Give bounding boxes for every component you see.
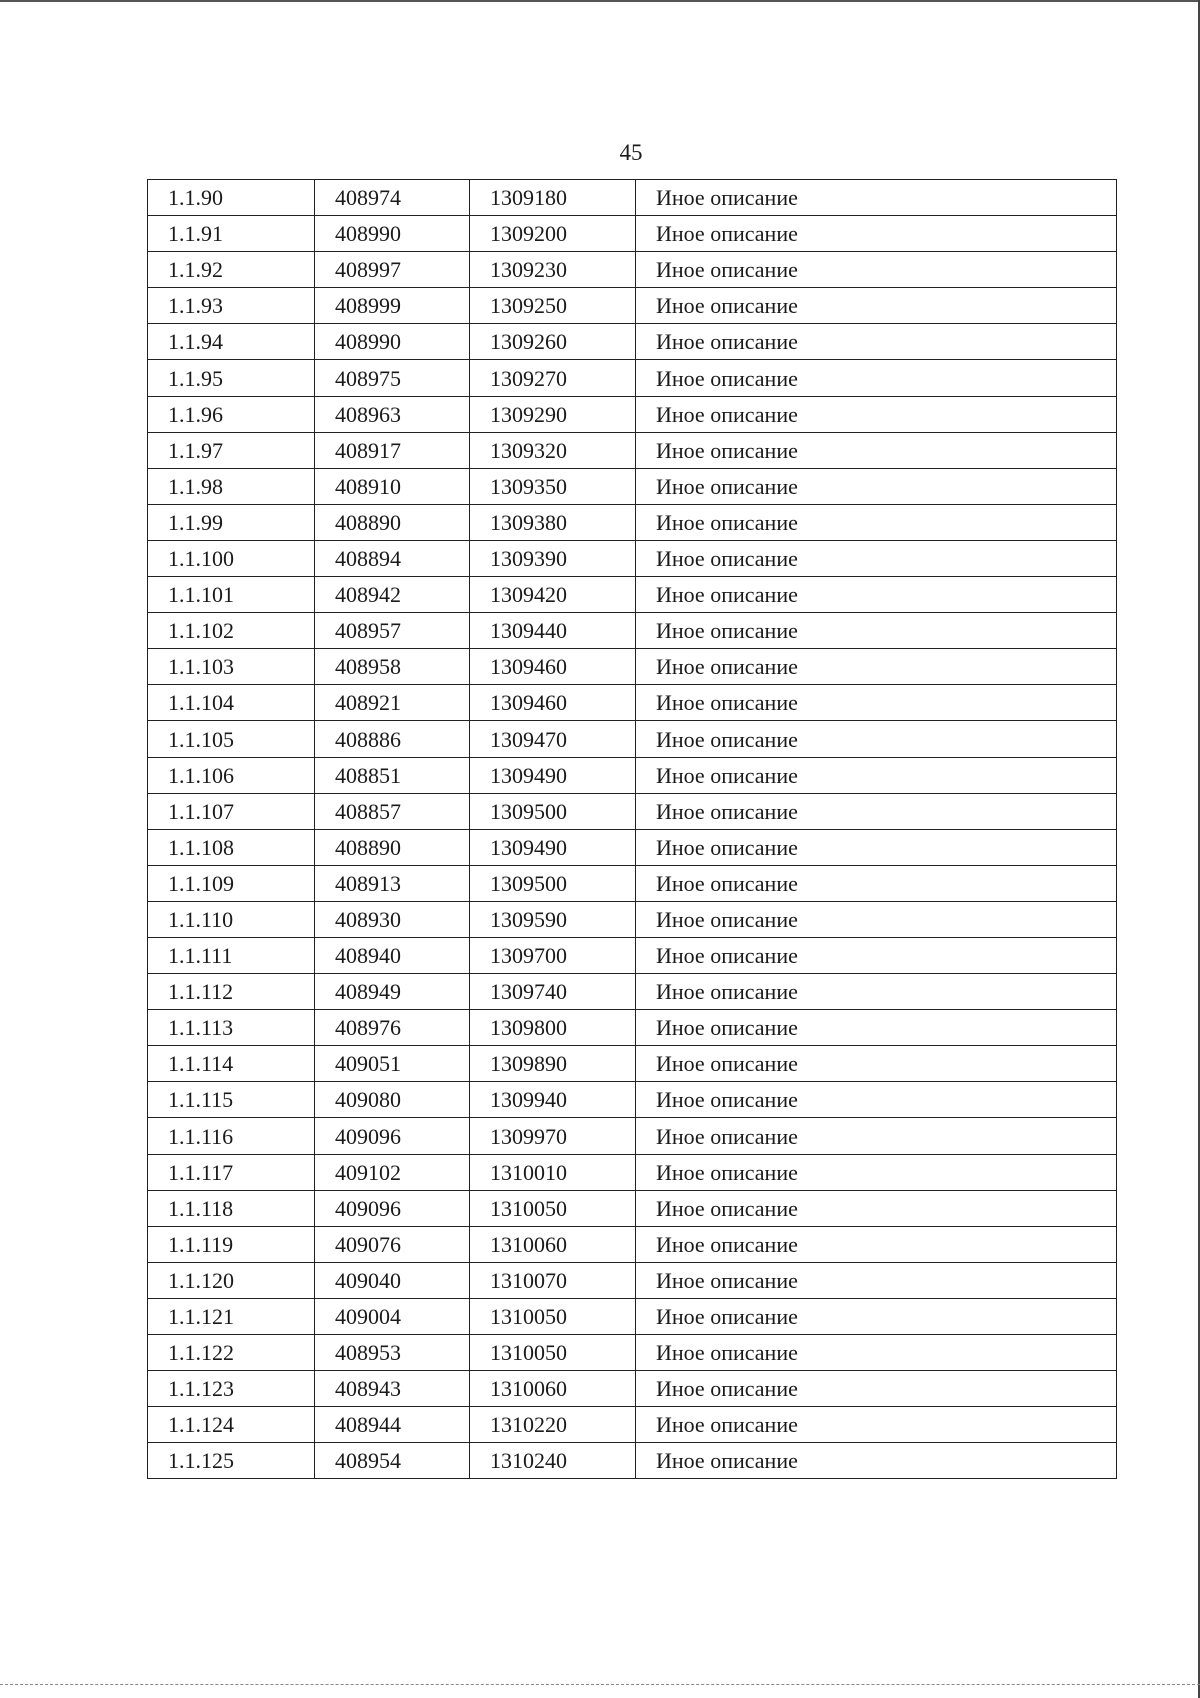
description-cell: Иное описание (636, 504, 1117, 540)
y-coordinate-cell: 1309270 (470, 360, 636, 396)
point-number-cell: 1.1.108 (148, 829, 315, 865)
description-cell: Иное описание (636, 1443, 1117, 1479)
point-number-cell: 1.1.101 (148, 577, 315, 613)
point-number-cell: 1.1.110 (148, 901, 315, 937)
description-cell: Иное описание (636, 577, 1117, 613)
y-coordinate-cell: 1309500 (470, 793, 636, 829)
table-row (148, 1371, 1117, 1407)
table-row (148, 901, 1117, 937)
x-coordinate-cell: 408997 (315, 252, 470, 288)
description-cell: Иное описание (636, 252, 1117, 288)
point-number-cell: 1.1.91 (148, 216, 315, 252)
description-cell: Иное описание (636, 1262, 1117, 1298)
table-row (148, 577, 1117, 613)
y-coordinate-cell: 1309460 (470, 685, 636, 721)
x-coordinate-cell: 408990 (315, 324, 470, 360)
table-row (148, 865, 1117, 901)
table-row (148, 1335, 1117, 1371)
x-coordinate-cell: 408953 (315, 1335, 470, 1371)
description-cell: Иное описание (636, 865, 1117, 901)
table-row (148, 1010, 1117, 1046)
y-coordinate-cell: 1310220 (470, 1407, 636, 1443)
point-number-cell: 1.1.117 (148, 1154, 315, 1190)
y-coordinate-cell: 1309180 (470, 180, 636, 216)
table-row (148, 1262, 1117, 1298)
description-cell: Иное описание (636, 721, 1117, 757)
y-coordinate-cell: 1309290 (470, 396, 636, 432)
description-cell: Иное описание (636, 216, 1117, 252)
point-number-cell: 1.1.118 (148, 1190, 315, 1226)
point-number-cell: 1.1.124 (148, 1407, 315, 1443)
point-number-cell: 1.1.99 (148, 504, 315, 540)
point-number-cell: 1.1.122 (148, 1335, 315, 1371)
table-row (148, 1298, 1117, 1334)
point-number-cell: 1.1.103 (148, 649, 315, 685)
description-cell: Иное описание (636, 432, 1117, 468)
x-coordinate-cell: 408957 (315, 613, 470, 649)
table-row (148, 1046, 1117, 1082)
table-row (148, 396, 1117, 432)
y-coordinate-cell: 1309590 (470, 901, 636, 937)
point-number-cell: 1.1.119 (148, 1226, 315, 1262)
x-coordinate-cell: 409096 (315, 1190, 470, 1226)
description-cell: Иное описание (636, 1190, 1117, 1226)
description-cell: Иное описание (636, 324, 1117, 360)
y-coordinate-cell: 1309420 (470, 577, 636, 613)
description-cell: Иное описание (636, 540, 1117, 576)
table-row (148, 685, 1117, 721)
y-coordinate-cell: 1309500 (470, 865, 636, 901)
point-number-cell: 1.1.104 (148, 685, 315, 721)
y-coordinate-cell: 1310050 (470, 1335, 636, 1371)
x-coordinate-cell: 408890 (315, 504, 470, 540)
point-number-cell: 1.1.95 (148, 360, 315, 396)
description-cell: Иное описание (636, 901, 1117, 937)
description-cell: Иное описание (636, 1298, 1117, 1334)
description-cell: Иное описание (636, 1082, 1117, 1118)
y-coordinate-cell: 1309940 (470, 1082, 636, 1118)
scan-edge-bottom (0, 1684, 1200, 1686)
x-coordinate-cell: 409076 (315, 1226, 470, 1262)
point-number-cell: 1.1.121 (148, 1298, 315, 1334)
point-number-cell: 1.1.111 (148, 937, 315, 973)
point-number-cell: 1.1.120 (148, 1262, 315, 1298)
point-number-cell: 1.1.109 (148, 865, 315, 901)
description-cell: Иное описание (636, 1226, 1117, 1262)
x-coordinate-cell: 408940 (315, 937, 470, 973)
description-cell: Иное описание (636, 1335, 1117, 1371)
x-coordinate-cell: 409096 (315, 1118, 470, 1154)
x-coordinate-cell: 408999 (315, 288, 470, 324)
x-coordinate-cell: 408890 (315, 829, 470, 865)
description-cell: Иное описание (636, 1010, 1117, 1046)
description-cell: Иное описание (636, 360, 1117, 396)
table-row (148, 288, 1117, 324)
coordinates-table (147, 179, 1117, 1479)
table-row (148, 649, 1117, 685)
table-row (148, 937, 1117, 973)
x-coordinate-cell: 409102 (315, 1154, 470, 1190)
point-number-cell: 1.1.116 (148, 1118, 315, 1154)
description-cell: Иное описание (636, 829, 1117, 865)
point-number-cell: 1.1.92 (148, 252, 315, 288)
point-number-cell: 1.1.97 (148, 432, 315, 468)
y-coordinate-cell: 1309200 (470, 216, 636, 252)
point-number-cell: 1.1.94 (148, 324, 315, 360)
y-coordinate-cell: 1309380 (470, 504, 636, 540)
description-cell: Иное описание (636, 613, 1117, 649)
y-coordinate-cell: 1310010 (470, 1154, 636, 1190)
table-row (148, 1082, 1117, 1118)
x-coordinate-cell: 408990 (315, 216, 470, 252)
point-number-cell: 1.1.93 (148, 288, 315, 324)
y-coordinate-cell: 1310050 (470, 1298, 636, 1334)
x-coordinate-cell: 408963 (315, 396, 470, 432)
point-number-cell: 1.1.96 (148, 396, 315, 432)
point-number-cell: 1.1.123 (148, 1371, 315, 1407)
point-number-cell: 1.1.106 (148, 757, 315, 793)
table-row (148, 216, 1117, 252)
point-number-cell: 1.1.113 (148, 1010, 315, 1046)
table-row (148, 757, 1117, 793)
point-number-cell: 1.1.114 (148, 1046, 315, 1082)
table-row (148, 1407, 1117, 1443)
x-coordinate-cell: 408886 (315, 721, 470, 757)
y-coordinate-cell: 1309230 (470, 252, 636, 288)
x-coordinate-cell: 408917 (315, 432, 470, 468)
x-coordinate-cell: 408974 (315, 180, 470, 216)
x-coordinate-cell: 408942 (315, 577, 470, 613)
x-coordinate-cell: 408958 (315, 649, 470, 685)
x-coordinate-cell: 409051 (315, 1046, 470, 1082)
y-coordinate-cell: 1310060 (470, 1371, 636, 1407)
table-row (148, 1154, 1117, 1190)
y-coordinate-cell: 1310240 (470, 1443, 636, 1479)
x-coordinate-cell: 409040 (315, 1262, 470, 1298)
x-coordinate-cell: 408857 (315, 793, 470, 829)
y-coordinate-cell: 1309490 (470, 829, 636, 865)
table-row (148, 468, 1117, 504)
coordinates-table-body (148, 180, 1117, 1479)
point-number-cell: 1.1.102 (148, 613, 315, 649)
y-coordinate-cell: 1310070 (470, 1262, 636, 1298)
table-row (148, 324, 1117, 360)
point-number-cell: 1.1.125 (148, 1443, 315, 1479)
x-coordinate-cell: 408913 (315, 865, 470, 901)
point-number-cell: 1.1.107 (148, 793, 315, 829)
x-coordinate-cell: 408943 (315, 1371, 470, 1407)
x-coordinate-cell: 408910 (315, 468, 470, 504)
scan-edge-top (0, 0, 1200, 2)
description-cell: Иное описание (636, 649, 1117, 685)
table-row (148, 1443, 1117, 1479)
y-coordinate-cell: 1310060 (470, 1226, 636, 1262)
description-cell: Иное описание (636, 1046, 1117, 1082)
table-row (148, 974, 1117, 1010)
table-row (148, 829, 1117, 865)
table-row (148, 504, 1117, 540)
y-coordinate-cell: 1310050 (470, 1190, 636, 1226)
table-row (148, 1190, 1117, 1226)
description-cell: Иное описание (636, 937, 1117, 973)
x-coordinate-cell: 408975 (315, 360, 470, 396)
point-number-cell: 1.1.105 (148, 721, 315, 757)
description-cell: Иное описание (636, 793, 1117, 829)
table-row (148, 252, 1117, 288)
description-cell: Иное описание (636, 396, 1117, 432)
table-row (148, 613, 1117, 649)
description-cell: Иное описание (636, 1407, 1117, 1443)
page-number: 45 (619, 140, 643, 165)
point-number-cell: 1.1.100 (148, 540, 315, 576)
y-coordinate-cell: 1309470 (470, 721, 636, 757)
x-coordinate-cell: 408921 (315, 685, 470, 721)
y-coordinate-cell: 1309740 (470, 974, 636, 1010)
point-number-cell: 1.1.98 (148, 468, 315, 504)
description-cell: Иное описание (636, 685, 1117, 721)
x-coordinate-cell: 408976 (315, 1010, 470, 1046)
description-cell: Иное описание (636, 1371, 1117, 1407)
y-coordinate-cell: 1309260 (470, 324, 636, 360)
y-coordinate-cell: 1309490 (470, 757, 636, 793)
table-row (148, 1118, 1117, 1154)
description-cell: Иное описание (636, 1154, 1117, 1190)
y-coordinate-cell: 1309700 (470, 937, 636, 973)
x-coordinate-cell: 408944 (315, 1407, 470, 1443)
table-row (148, 180, 1117, 216)
description-cell: Иное описание (636, 468, 1117, 504)
y-coordinate-cell: 1309970 (470, 1118, 636, 1154)
description-cell: Иное описание (636, 180, 1117, 216)
x-coordinate-cell: 408894 (315, 540, 470, 576)
description-cell: Иное описание (636, 757, 1117, 793)
point-number-cell: 1.1.112 (148, 974, 315, 1010)
x-coordinate-cell: 408949 (315, 974, 470, 1010)
x-coordinate-cell: 409004 (315, 1298, 470, 1334)
y-coordinate-cell: 1309350 (470, 468, 636, 504)
x-coordinate-cell: 409080 (315, 1082, 470, 1118)
table-row (148, 432, 1117, 468)
y-coordinate-cell: 1309320 (470, 432, 636, 468)
point-number-cell: 1.1.90 (148, 180, 315, 216)
x-coordinate-cell: 408954 (315, 1443, 470, 1479)
table-row (148, 360, 1117, 396)
y-coordinate-cell: 1309390 (470, 540, 636, 576)
table-row (148, 793, 1117, 829)
point-number-cell: 1.1.115 (148, 1082, 315, 1118)
description-cell: Иное описание (636, 1118, 1117, 1154)
y-coordinate-cell: 1309460 (470, 649, 636, 685)
y-coordinate-cell: 1309890 (470, 1046, 636, 1082)
table-row (148, 1226, 1117, 1262)
description-cell: Иное описание (636, 288, 1117, 324)
x-coordinate-cell: 408930 (315, 901, 470, 937)
x-coordinate-cell: 408851 (315, 757, 470, 793)
table-row (148, 721, 1117, 757)
table-row (148, 540, 1117, 576)
description-cell: Иное описание (636, 974, 1117, 1010)
y-coordinate-cell: 1309800 (470, 1010, 636, 1046)
y-coordinate-cell: 1309440 (470, 613, 636, 649)
y-coordinate-cell: 1309250 (470, 288, 636, 324)
